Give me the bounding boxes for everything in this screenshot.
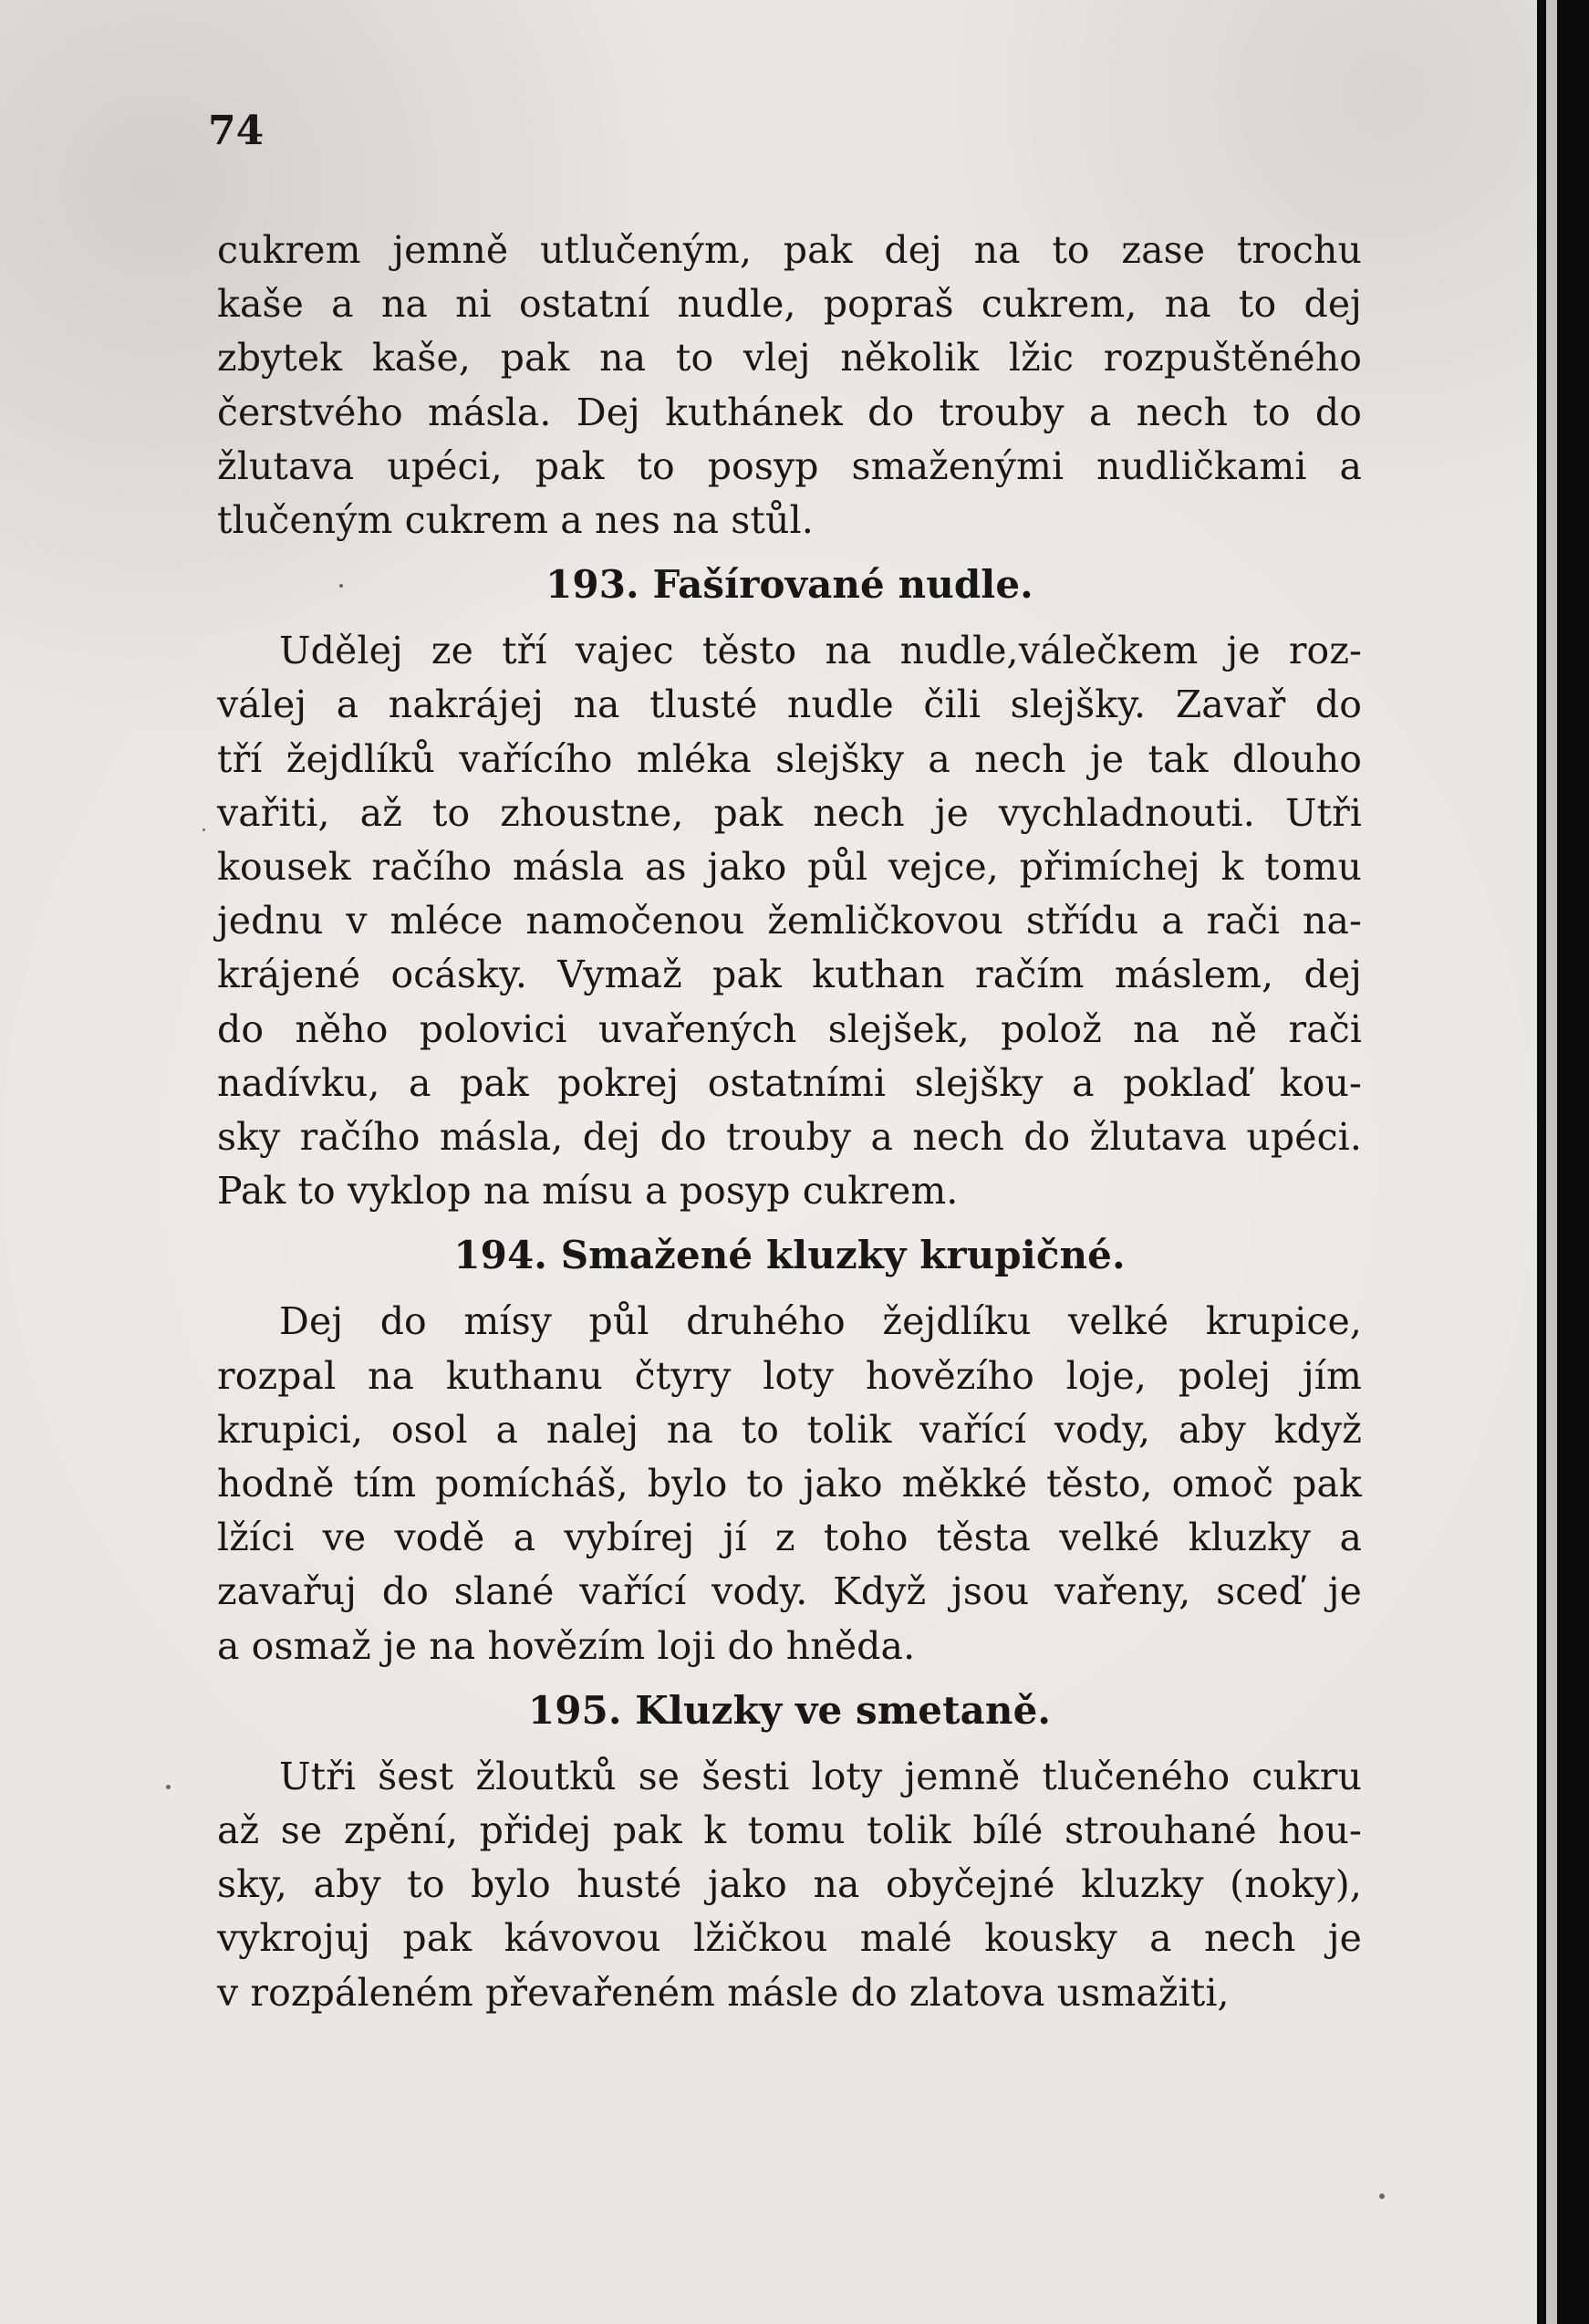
text-line: krupici, osol a nalej na to tolik vařící vody, aby když bbox=[217, 1407, 1362, 1452]
text-line: kousek račího másla as jako půl vejce, přimíchej k tomu bbox=[217, 845, 1362, 890]
paragraph bbox=[217, 224, 1362, 547]
section-heading: 194. Smažené kluzky krupičné. bbox=[453, 1233, 1126, 1278]
text-line: rozpal na kuthanu čtyry loty hovězího loje, polej jím bbox=[217, 1353, 1362, 1398]
print-speck bbox=[1379, 2194, 1385, 2199]
print-speck bbox=[339, 584, 343, 588]
print-speck bbox=[203, 829, 205, 831]
text-line: Udělej ze tří vajec těsto na nudle,válečkem je roz- bbox=[279, 629, 1362, 673]
text-line: Pak to vyklop na mísu a posyp cukrem. bbox=[217, 1169, 959, 1214]
text-line: do něho polovici uvařených slejšek, polož na ně rači bbox=[217, 1006, 1362, 1051]
page-text bbox=[217, 224, 1362, 2026]
section-heading: 193. Fašírované nudle. bbox=[545, 562, 1033, 608]
text-line: žlutava upéci, pak to posyp smaženými nudličkami a bbox=[217, 443, 1362, 488]
text-line: v rozpáleném převařeném másle do zlatova usmažiti, bbox=[217, 1970, 1230, 2015]
text-line: sky, aby to bylo husté jako na obyčejné kluzky (noky), bbox=[217, 1862, 1362, 1907]
print-speck bbox=[166, 1785, 171, 1789]
text-line: Utři šest žloutků se šesti loty jemně tlučeného cukru bbox=[279, 1754, 1362, 1798]
paragraph bbox=[217, 1295, 1362, 1673]
text-line: Dej do mísy půl druhého žejdlíku velké krupice, bbox=[279, 1299, 1362, 1344]
text-line: cukrem jemně utlučeným, pak dej na to zase trochu bbox=[217, 228, 1362, 272]
text-line: až se zpění, přidej pak k tomu tolik bílé strouhané hou- bbox=[217, 1808, 1362, 1853]
text-line: hodně tím pomícháš, bylo to jako měkké těsto, omoč pak bbox=[217, 1462, 1362, 1506]
text-line: zavařuj do slané vařící vody. Když jsou vařeny, sceď je bbox=[217, 1569, 1362, 1614]
section-heading: 195. Kluzky ve smetaně. bbox=[527, 1687, 1052, 1733]
text-line: tří žejdlíků vařícího mléka slejšky a nech je tak dlouho bbox=[217, 736, 1362, 781]
text-line: zbytek kaše, pak na to vlej několik lžic rozpuštěného bbox=[217, 336, 1362, 380]
page-number: 74 bbox=[208, 108, 265, 154]
paragraph bbox=[217, 1750, 1362, 2020]
text-line: válej a nakrájej na tlusté nudle čili slejšky. Zavař do bbox=[217, 683, 1362, 727]
page-edge-strip bbox=[1546, 0, 1557, 2324]
text-line: tlučeným cukrem a nes na stůl. bbox=[217, 498, 814, 543]
dark-right-margin bbox=[1537, 0, 1589, 2324]
text-line: nadívku, a pak pokrej ostatními slejšky a poklaď kou- bbox=[217, 1060, 1362, 1105]
text-line: krájené ocásky. Vymaž pak kuthan račím máslem, dej bbox=[217, 953, 1362, 997]
text-line: vařiti, až to zhoustne, pak nech je vychladnouti. Utři bbox=[217, 790, 1362, 835]
paragraph bbox=[217, 624, 1362, 1218]
text-line: kaše a na ni ostatní nudle, popraš cukrem, na to dej bbox=[217, 282, 1362, 327]
text-line: vykrojuj pak kávovou lžičkou malé kousky a nech je bbox=[217, 1916, 1362, 1961]
text-line: a osmaž je na hovězím loji do hněda. bbox=[217, 1623, 916, 1668]
text-line: čerstvého másla. Dej kuthánek do trouby a nech to do bbox=[217, 390, 1362, 434]
text-line: lžíci ve vodě a vybírej jí z toho těsta velké kluzky a bbox=[217, 1516, 1362, 1560]
text-line: jednu v mléce namočenou žemličkovou střídu a rači na- bbox=[217, 899, 1362, 943]
text-line: sky račího másla, dej do trouby a nech do žlutava upéci. bbox=[217, 1115, 1362, 1160]
